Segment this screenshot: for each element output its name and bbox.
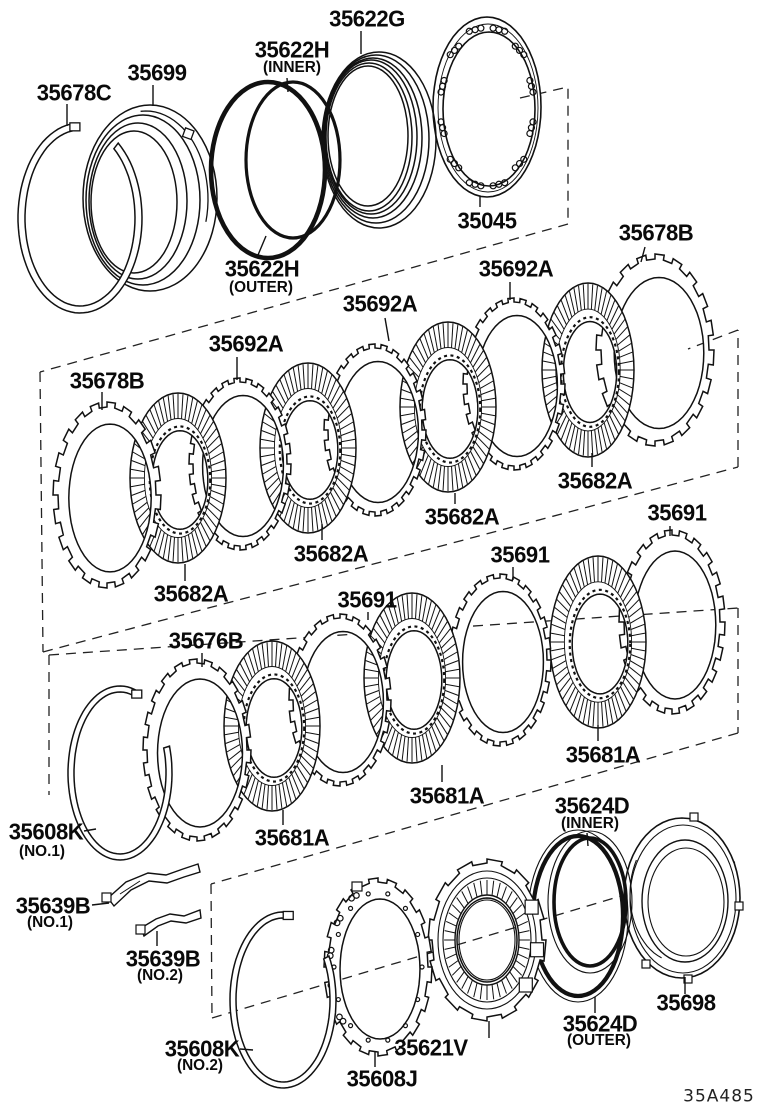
oil-seal-ring-outer-35622H bbox=[211, 82, 325, 258]
part-label-0: 35678C bbox=[36, 79, 112, 106]
part-label-7: 35692A bbox=[208, 330, 284, 357]
part-label-5: 35622H bbox=[224, 255, 300, 282]
part-label-9: 35692A bbox=[478, 255, 554, 282]
part-label-25: 35608K bbox=[164, 1035, 240, 1062]
drawing-code: 35A485 bbox=[683, 1086, 755, 1107]
part-label-4: 35045 bbox=[457, 207, 517, 234]
sub-label-29: (OUTER) bbox=[567, 1032, 631, 1049]
sub-label-2: (INNER) bbox=[262, 59, 322, 76]
spring-ring-35699 bbox=[83, 105, 217, 291]
sub-label-28: (INNER) bbox=[560, 815, 620, 832]
sub-label-24: (NO.2) bbox=[136, 967, 184, 984]
drum-cover-35698 bbox=[624, 813, 743, 983]
part-label-22: 35608K bbox=[8, 818, 84, 845]
part-label-30: 35698 bbox=[656, 989, 716, 1016]
sub-label-23: (NO.1) bbox=[26, 914, 74, 931]
part-label-8: 35692A bbox=[342, 290, 418, 317]
sub-label-5: (OUTER) bbox=[229, 279, 293, 296]
part-label-2: 35622H bbox=[254, 36, 330, 63]
sub-label-25: (NO.2) bbox=[176, 1057, 224, 1074]
part-label-10: 35678B bbox=[618, 219, 694, 246]
one-way-clutch-35621V bbox=[428, 859, 546, 1021]
clutch-disc-35045 bbox=[433, 17, 541, 197]
part-label-28: 35624D bbox=[554, 792, 630, 819]
part-label-14: 35682A bbox=[557, 467, 633, 494]
part-label-18: 35691 bbox=[647, 499, 707, 526]
friction-disc-35681A-3 bbox=[550, 556, 646, 728]
brake-plate-35608J bbox=[324, 878, 432, 1056]
cushion-plate-35639B-no2 bbox=[136, 910, 201, 936]
cushion-plate-35639B-no1 bbox=[102, 864, 200, 906]
snap-ring-35608K-no2 bbox=[230, 911, 336, 1088]
part-label-13: 35682A bbox=[424, 503, 500, 530]
part-label-24: 35639B bbox=[125, 945, 201, 972]
part-label-23: 35639B bbox=[15, 892, 91, 919]
sub-label-22: (NO.1) bbox=[18, 843, 66, 860]
part-label-11: 35682A bbox=[153, 580, 229, 607]
snap-ring-35678C bbox=[18, 123, 142, 313]
part-label-26: 35608J bbox=[346, 1065, 418, 1092]
part-label-21: 35681A bbox=[565, 741, 641, 768]
part-label-19: 35681A bbox=[254, 824, 330, 851]
part-label-6: 35678B bbox=[69, 367, 145, 394]
part-label-29: 35624D bbox=[562, 1010, 638, 1037]
part-label-3: 35622G bbox=[329, 5, 405, 32]
part-label-12: 35682A bbox=[293, 540, 369, 567]
part-label-17: 35691 bbox=[490, 541, 550, 568]
part-label-1: 35699 bbox=[127, 59, 187, 86]
steel-plate-35691-2 bbox=[449, 574, 551, 746]
friction-disc-35682A-2 bbox=[260, 363, 356, 533]
part-label-16: 35691 bbox=[337, 586, 397, 613]
part-label-27: 35621V bbox=[394, 1034, 468, 1061]
part-label-15: 35676B bbox=[168, 627, 244, 654]
part-label-20: 35681A bbox=[409, 782, 485, 809]
